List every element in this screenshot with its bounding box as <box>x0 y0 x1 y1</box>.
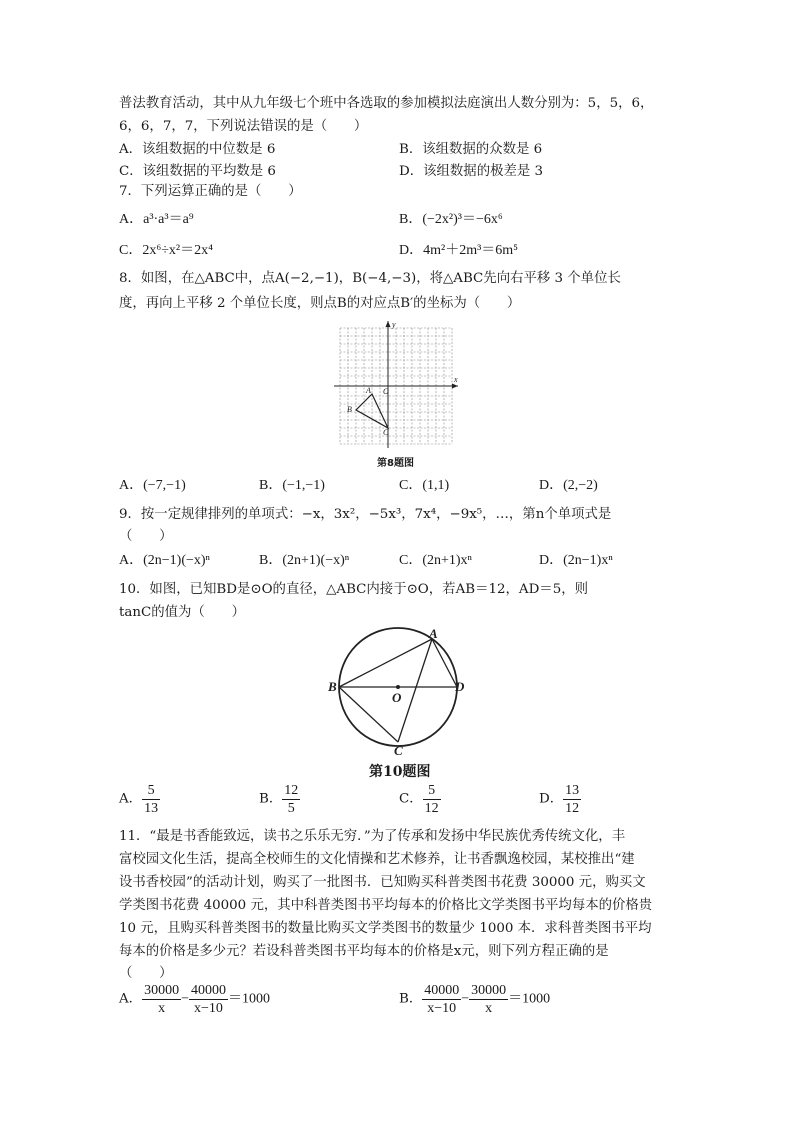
q10-segment-ad <box>432 639 457 687</box>
q7-option-a: A．a³·a³＝a⁹ <box>119 212 194 227</box>
q10-stem-line2: tanC的值为（ ） <box>119 605 245 620</box>
q8-option-d: D．(2,−2) <box>539 478 598 493</box>
q11-option-a-f1-num: 30000 <box>144 983 180 998</box>
q8-point-b-label: B <box>347 405 352 414</box>
q10-option-d-prefix: D． <box>539 791 564 807</box>
q10-option-b-prefix: B． <box>259 791 283 807</box>
q10-option-d-num: 13 <box>565 783 580 798</box>
q8-stem-line2: 度，再向上平移 2 个单位长度，则点B的对应点B′的坐标为（ ） <box>119 296 521 311</box>
q11-option-a-minus: − <box>181 991 189 1007</box>
q11-option-a-f2-den: x−10 <box>194 1001 223 1016</box>
q11-line3: 设书香校园”的活动计划，购买了一批图书．已知购买科普类图书花费 30000 元，购买文 <box>119 875 646 890</box>
q8-option-c: C．(1,1) <box>399 478 450 493</box>
q10-option-c-num: 5 <box>423 782 441 800</box>
q8-stem-line1: 8．如图，在△ABC中，点A(−2,−1)，B(−4,−3)，将△ABC先向右平移 3 个单位长 <box>119 271 621 286</box>
q11-option-b-f1-num: 40000 <box>424 983 460 998</box>
q10-option-c <box>399 782 441 817</box>
q8-y-label: y <box>392 320 396 329</box>
q7-option-d: D．4m²＋2m³＝6m⁵ <box>399 243 519 258</box>
q10-center-dot <box>396 685 400 689</box>
q9-option-c: C．(2n+1)xⁿ <box>399 553 472 568</box>
q8-x-label: x <box>454 375 458 384</box>
q11-option-b-prefix: B． <box>399 991 423 1007</box>
q10-option-c-den: 12 <box>424 801 439 816</box>
q7-stem: 7．下列运算正确的是（ ） <box>119 184 302 199</box>
q10-label-b: B <box>328 679 337 694</box>
q11-option-b <box>399 982 550 1017</box>
q8-option-a: A．(−7,−1) <box>119 478 186 493</box>
q10-option-b-den: 5 <box>287 801 295 816</box>
q10-option-c-prefix: C． <box>399 791 423 807</box>
q10-figure-caption: 第10题图 <box>369 764 431 780</box>
q8-figure-caption: 第8题图 <box>377 458 414 469</box>
q10-label-a: A <box>429 626 438 641</box>
q10-label-d: D <box>455 679 465 694</box>
q6-option-c: C．该组数据的平均数是 6 <box>119 164 276 179</box>
q8-y-axis-arrow <box>386 321 391 327</box>
q11-line6: 每本的价格是多少元？若设科普类图书平均每本的价格是x元，则下列方程正确的是 <box>119 944 609 959</box>
q10-option-a-num: 5 <box>142 782 160 800</box>
q11-option-a-f2-num: 40000 <box>190 983 226 998</box>
q9-stem-line1: 9．按一定规律排列的单项式：−x，3x²，−5x³，7x⁴，−9x⁵，…，第n个单项式是 <box>119 507 612 522</box>
q11-line5: 10 元，且购买科普类图书的数量比购买文学类图书的数量少 1000 本．求科普类图书平均 <box>119 921 652 936</box>
q11-line2: 富校园文化生活，提高全校师生的文化情操和艺术修养，让书香飘逸校园，某校推出“建 <box>119 852 635 867</box>
q8-option-b: B．(−1,−1) <box>259 478 325 493</box>
q10-option-d-den: 12 <box>565 801 580 816</box>
q6-option-b: B．该组数据的众数是 6 <box>399 142 543 157</box>
q10-stem-line1: 10．如图，已知BD是⊙O的直径，△ABC内接于⊙O，若AB＝12，AD＝5，则 <box>119 582 588 597</box>
q10-label-c: C <box>394 743 403 758</box>
q6-stem-line1: 普法教育活动，其中从九年级七个班中各选取的参加模拟法庭演出人数分别为：5，5，6， <box>119 96 654 111</box>
q10-option-b-num: 12 <box>284 783 299 798</box>
q8-point-a-label: A <box>366 386 371 395</box>
q6-stem-line2: 6，6，7，7，下列说法错误的是（ ） <box>119 119 368 134</box>
q10-option-a-den: 13 <box>144 801 159 816</box>
q11-option-a-rhs: ＝1000 <box>227 991 270 1007</box>
q9-option-b: B．(2n+1)(−x)ⁿ <box>259 553 350 568</box>
q9-option-d: D．(2n−1)xⁿ <box>539 553 613 568</box>
q11-option-b-f1-den: x−10 <box>427 1001 457 1016</box>
q6-option-d: D．该组数据的极差是 3 <box>399 164 544 179</box>
q7-option-c: C．2x⁶÷x²＝2x⁴ <box>119 243 213 258</box>
q7-option-b: B．(−2x²)³＝−6x⁶ <box>399 212 503 227</box>
q6-option-a: A．该组数据的中位数是 6 <box>119 142 276 157</box>
q10-option-b <box>259 782 300 817</box>
q11-line7: （ ） <box>119 966 173 981</box>
q10-option-a <box>119 782 160 817</box>
q11-option-a <box>119 982 270 1017</box>
q8-origin-label: O <box>383 387 389 396</box>
q11-option-a-f1-den: x <box>158 1001 166 1016</box>
q11-option-a-prefix: A． <box>119 991 143 1007</box>
q8-point-c-label: C <box>383 428 389 437</box>
q11-option-b-minus: − <box>461 991 470 1007</box>
q11-line4: 学类图书花费 40000 元，其中科普类图书平均每本的价格比文学类图书平均每本的价格贵 <box>119 898 653 913</box>
q8-coordinate-figure <box>330 318 466 450</box>
q9-stem-line2: （ ） <box>119 529 173 544</box>
q10-option-d <box>539 782 581 817</box>
q10-segment-bc <box>339 687 398 742</box>
q10-option-a-prefix: A． <box>119 791 143 807</box>
q11-option-b-f2-den: x <box>485 1001 493 1016</box>
q11-line1: 11．“最是书香能致远，读书之乐乐无穷．”为了传承和发扬中华民族优秀传统文化，丰 <box>119 829 626 844</box>
q10-circle-figure <box>328 624 472 758</box>
q8-x-axis-arrow <box>452 384 458 389</box>
q10-label-o: O <box>392 690 402 705</box>
q11-option-b-f2-num: 30000 <box>471 983 507 998</box>
q11-option-b-rhs: ＝1000 <box>508 991 551 1007</box>
q9-option-a: A．(2n−1)(−x)ⁿ <box>119 553 210 568</box>
